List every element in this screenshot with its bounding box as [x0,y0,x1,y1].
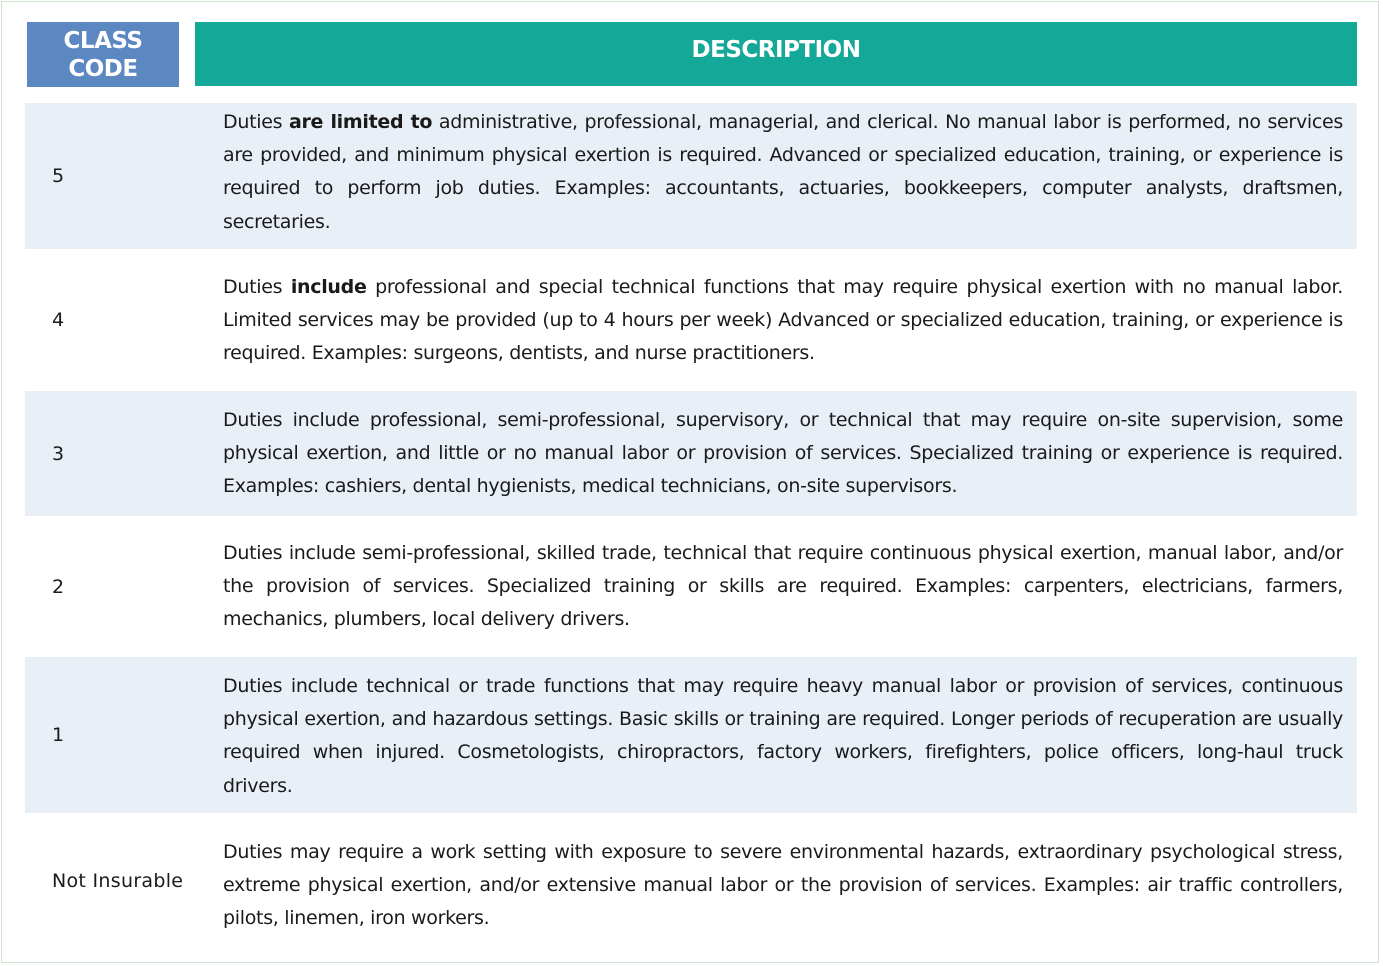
description-text: Duties include semi-professional, skilled trade, technical that require continuous physical exertion, manual labor, and/or the provision of services. Specialized training or skills are required. Examples: carpenters, electricians, farmers, mechanics, plumbers, local delivery drivers. [223,542,1343,631]
description-text: Duties may require a work setting with exposure to severe environmental hazards, extraordinary psychological stress, extreme physical exertion, and/or extensive manual labor or the provision of services. Examples: air traffic controllers, pilots, linemen, iron workers. [223,841,1343,930]
class-code-cell: 4 [52,309,65,331]
description-text: Duties [223,276,291,298]
description-cell [223,836,1343,936]
class-code-cell: 1 [52,724,65,746]
description-text: administrative, professional, managerial, and clerical. No manual labor is performed, no services are provided, and minimum physical exertion is required. Advanced or specialized education, training, or experience is required to perform job duties. Examples: accountants, actuaries, bookkeepers, computer analysts, draftsmen, secretaries. [223,111,1344,233]
description-cell [223,106,1343,239]
class-code-cell: 3 [52,442,65,465]
description-header: DESCRIPTION [195,22,1357,86]
description-text: Duties include technical or trade functions that may require heavy manual labor or provision of services, continuous physical exertion, and hazardous settings. Basic skills or training are required. Longer periods of recuperation are usually required when injured. Cosmetologists, chiropractors, factory workers, firefighters, police officers, long-haul truck drivers. [223,675,1343,797]
class-code-cell: 5 [52,165,65,187]
table-row [25,516,1357,657]
description-emphasis: include [290,276,367,298]
description-cell [223,271,1343,371]
class-code-header: CLASS CODE [27,22,179,87]
description-text: Duties include professional, semi-professional, supervisory, or technical that may require on-site supervision, some physical exertion, and little or no manual labor or provision of services. Specialized training or experience is required. Examples: cashiers, dental hygienists, medical technicians, on-site supervisors. [223,409,1343,498]
table-row [25,103,1357,249]
description-cell [223,670,1343,803]
description-cell [223,537,1343,637]
class-code-cell: 2 [52,575,65,598]
table-row [25,657,1357,813]
table-row [25,249,1357,391]
description-emphasis: are limited to [288,111,433,133]
table-row [25,813,1357,948]
class-code-cell: Not Insurable [52,869,184,892]
table-row [25,391,1357,516]
description-text: Duties [223,111,289,133]
description-text: professional and special technical functions that may require physical exertion with no manual labor. Limited services may be provided (up to 4 hours per week) Advanced or specialized education, training, or experience is required. Examples: surgeons, dentists, and nurse practitioners. [223,276,1343,365]
description-cell [223,404,1343,504]
